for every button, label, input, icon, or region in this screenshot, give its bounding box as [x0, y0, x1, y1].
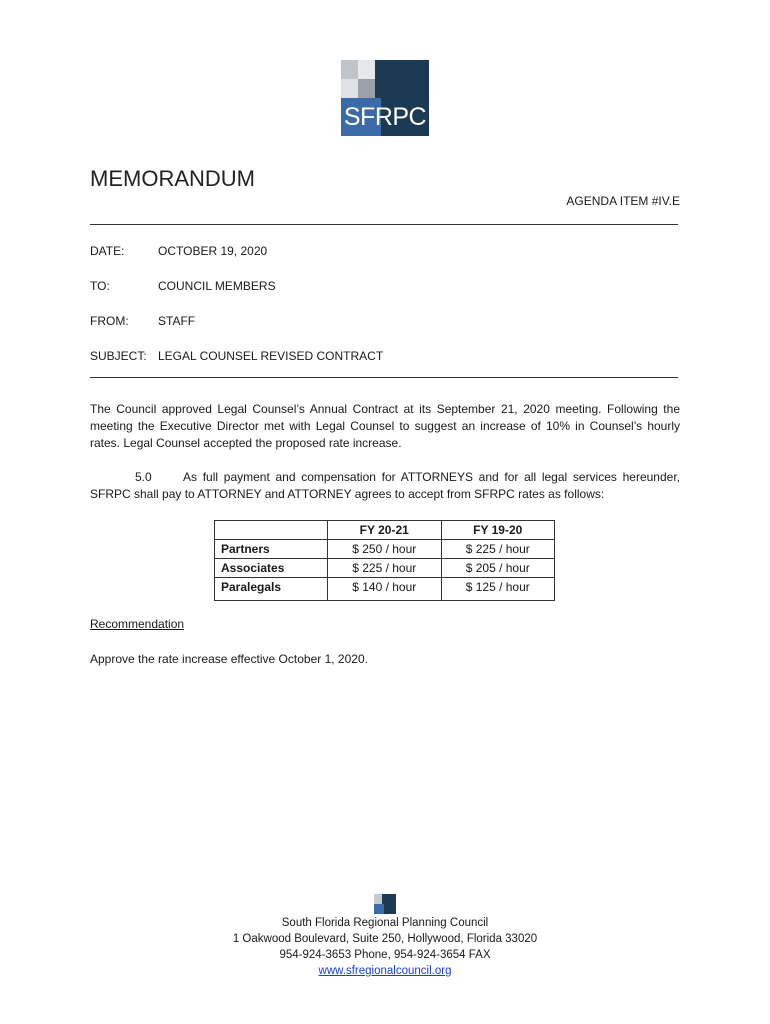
rate-fy2021: $ 250 / hour — [328, 540, 442, 559]
paragraph-compensation — [90, 469, 680, 503]
date-label: DATE: — [90, 244, 125, 258]
sfrpc-logo — [341, 60, 429, 136]
row-label: Associates — [215, 559, 328, 578]
rate-fy2021: $ 225 / hour — [328, 559, 442, 578]
from-value: STAFF — [158, 314, 196, 328]
paragraph-approval: The Council approved Legal Counsel’s Annual Contract at its September 21, 2020 meeting. Following the meeting the Executive Director met with Legal Counsel to suggest an increase of 10% in Counsel’s hourly rates. Legal Counsel accepted the proposed rate increase. — [90, 402, 680, 450]
table-header-row — [215, 521, 555, 540]
table-row — [215, 559, 555, 578]
compensation-text: As full payment and compensation for ATTORNEYS and for all legal services hereunder, SFRPC shall pay to ATTORNEY and ATTORNEY agrees to accept from SFRPC rates as follows: — [90, 470, 680, 501]
footer-org: South Florida Regional Planning Council — [281, 917, 489, 929]
rate-fy2021: $ 140 / hour — [328, 578, 442, 601]
recommendation-heading: Recommendation — [90, 617, 185, 631]
date-value: OCTOBER 19, 2020 — [158, 244, 268, 258]
header-cell-fy2021: FY 20-21 — [328, 521, 442, 540]
rate-fy1920: $ 125 / hour — [441, 578, 555, 601]
rates-table — [214, 520, 555, 601]
to-label: TO: — [90, 279, 110, 293]
subject-label: SUBJECT: — [90, 349, 147, 363]
divider-top — [90, 224, 678, 225]
agenda-item: AGENDA ITEM #IV.E — [566, 194, 680, 208]
recommendation-text: Approve the rate increase effective October 1, 2020. — [90, 652, 368, 666]
divider-bottom — [90, 377, 678, 378]
footer-phone: 954-924-3653 Phone, 954-924-3654 FAX — [279, 949, 491, 961]
rate-fy1920: $ 225 / hour — [441, 540, 555, 559]
section-number: 5.0 — [135, 470, 152, 484]
footer-logo — [374, 894, 396, 914]
row-label: Paralegals — [215, 578, 328, 601]
from-label: FROM: — [90, 314, 129, 328]
header-cell-empty — [215, 521, 328, 540]
logo-text: SFRPC — [343, 103, 427, 131]
footer — [0, 915, 770, 979]
to-value: COUNCIL MEMBERS — [158, 279, 276, 293]
row-label: Partners — [215, 540, 328, 559]
table-row — [215, 578, 555, 601]
table-row — [215, 540, 555, 559]
memo-title: MEMORANDUM — [90, 166, 255, 191]
rate-fy1920: $ 205 / hour — [441, 559, 555, 578]
subject-value: LEGAL COUNSEL REVISED CONTRACT — [158, 349, 384, 363]
footer-address: 1 Oakwood Boulevard, Suite 250, Hollywood, Florida 33020 — [232, 933, 538, 945]
header-cell-fy1920: FY 19-20 — [441, 521, 555, 540]
website-link[interactable]: www.sfregionalcouncil.org — [318, 965, 452, 977]
